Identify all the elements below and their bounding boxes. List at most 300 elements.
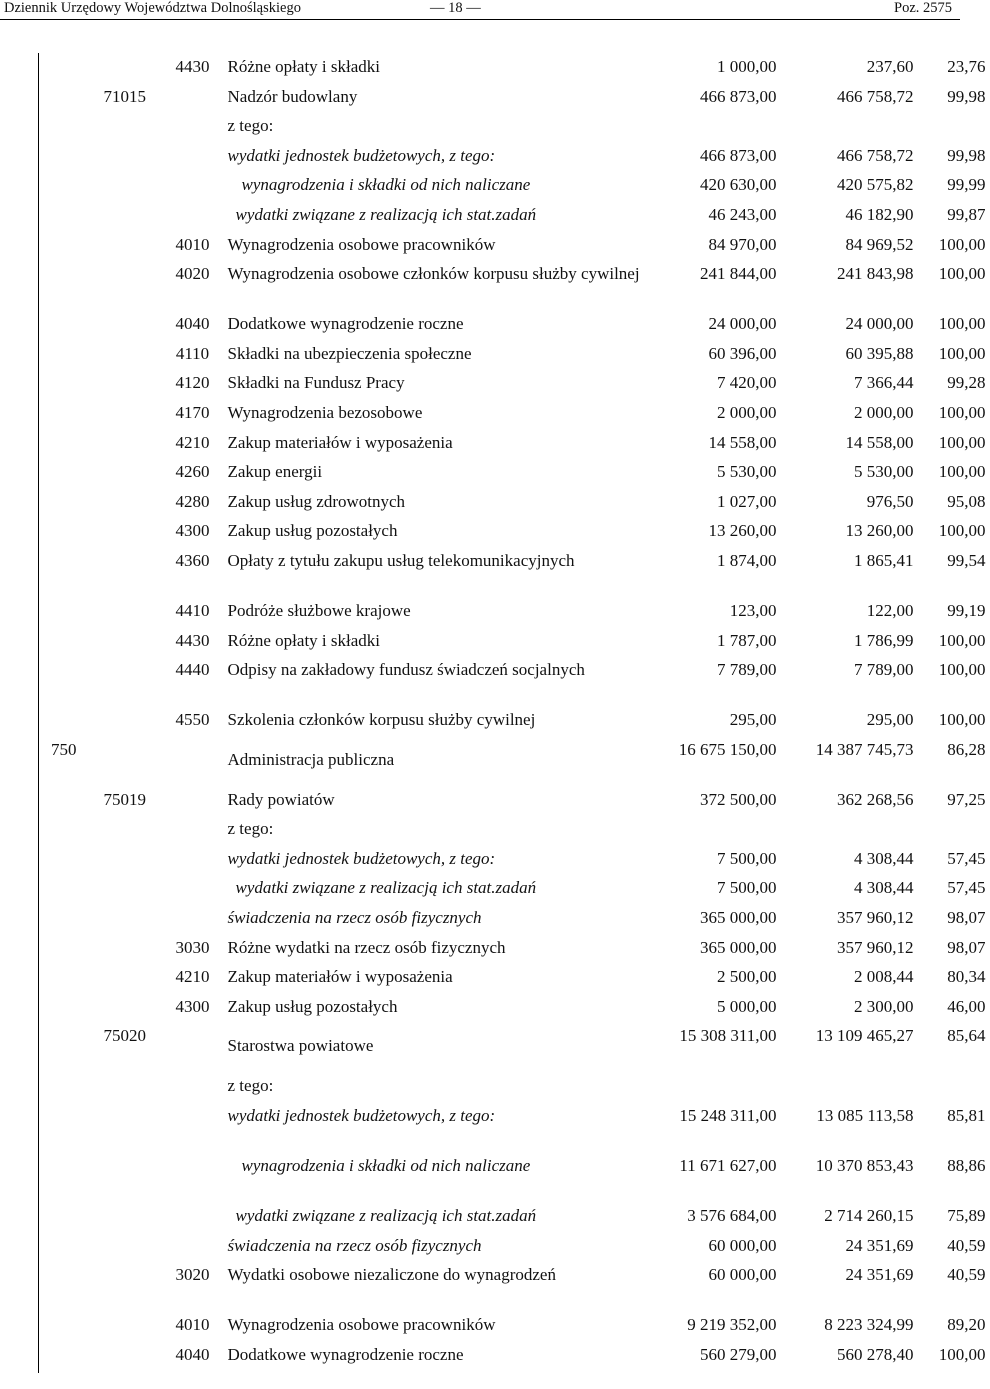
plan-amount-cell: 372 500,00 — [700, 789, 777, 809]
chapter-code-cell — [89, 818, 162, 848]
execution-percent-cell: 75,89 — [947, 1206, 986, 1226]
plan-amount-cell: 7 420,00 — [717, 373, 777, 393]
plan-amount-cell: 7 500,00 — [717, 848, 777, 868]
section-code-cell — [39, 937, 89, 967]
section-code-cell — [39, 234, 89, 264]
paragraph-code-cell — [162, 174, 224, 204]
executed-amount-cell: 4 308,44 — [854, 878, 914, 898]
paragraph-code-cell — [162, 145, 224, 175]
plan-amount-cell: 466 873,00 — [700, 86, 777, 106]
execution-percent-cell: 100,00 — [938, 432, 986, 452]
section-code-cell — [39, 343, 89, 373]
paragraph-code-cell: 4170 — [175, 402, 210, 422]
section-code-cell — [39, 1235, 89, 1265]
paragraph-code-cell — [162, 1205, 224, 1235]
section-code-cell — [39, 204, 89, 234]
table-row — [39, 966, 990, 996]
executed-amount-cell: 122,00 — [866, 600, 914, 620]
description-cell: Wynagrodzenia osobowe pracowników — [227, 234, 496, 254]
chapter-code-cell — [89, 343, 162, 373]
executed-amount-cell: 10 370 853,43 — [815, 1156, 914, 1176]
chapter-code-cell: 75020 — [103, 1026, 146, 1046]
table-row — [39, 174, 990, 204]
plan-amount-cell: 295,00 — [729, 710, 777, 730]
description-cell: z tego: — [227, 1076, 274, 1096]
section-code-cell — [39, 174, 89, 204]
plan-amount-cell: 7 789,00 — [717, 660, 777, 680]
execution-percent-cell: 100,00 — [938, 1344, 986, 1364]
executed-amount-cell — [781, 115, 918, 145]
plan-amount-cell: 2 000,00 — [717, 402, 777, 422]
chapter-code-cell — [89, 600, 162, 630]
executed-amount-cell: 2 008,44 — [854, 967, 914, 987]
section-code-cell — [39, 848, 89, 878]
plan-amount-cell: 420 630,00 — [700, 175, 777, 195]
plan-amount-cell: 16 675 150,00 — [678, 739, 777, 759]
table-row — [39, 1025, 990, 1075]
paragraph-code-cell: 4110 — [175, 343, 210, 363]
table-row — [39, 491, 990, 521]
section-code-cell — [39, 630, 89, 660]
page-number: — 18 — — [430, 0, 481, 16]
paragraph-code-cell: 4120 — [175, 373, 210, 393]
table-row — [39, 115, 990, 145]
section-code-cell — [39, 520, 89, 550]
execution-percent-cell: 46,00 — [947, 996, 986, 1016]
execution-percent-cell: 100,00 — [938, 264, 986, 284]
table-row — [39, 1105, 990, 1155]
chapter-code-cell — [89, 174, 162, 204]
description-cell: Składki na ubezpieczenia społeczne — [227, 343, 472, 363]
executed-amount-cell: 2 000,00 — [854, 402, 914, 422]
section-code-cell — [39, 145, 89, 175]
plan-amount-cell: 5 000,00 — [717, 996, 777, 1016]
description-cell: Zakup materiałów i wyposażenia — [227, 967, 453, 987]
plan-amount-cell: 60 000,00 — [708, 1265, 777, 1285]
execution-percent-cell: 85,64 — [947, 1026, 986, 1046]
paragraph-code-cell — [162, 1105, 224, 1155]
executed-amount-cell: 13 109 465,27 — [815, 1026, 914, 1046]
paragraph-code-cell: 4550 — [175, 710, 210, 730]
description-cell: Wydatki osobowe niezaliczone do wynagrodzeń — [227, 1265, 556, 1285]
plan-amount-cell: 2 500,00 — [717, 967, 777, 987]
execution-percent-cell — [918, 115, 990, 145]
paragraph-code-cell — [162, 818, 224, 848]
table-row — [39, 996, 990, 1026]
paragraph-code-cell: 4020 — [175, 264, 210, 284]
plan-amount-cell: 1 000,00 — [717, 57, 777, 76]
description-cell: wydatki związane z realizacją ich stat.zadań — [235, 204, 537, 224]
executed-amount-cell: 2 300,00 — [854, 996, 914, 1016]
description-cell — [224, 739, 645, 789]
section-code-cell — [39, 877, 89, 907]
chapter-code-cell — [89, 848, 162, 878]
table-row — [39, 1205, 990, 1235]
plan-amount-cell: 15 248 311,00 — [679, 1106, 777, 1126]
section-code-cell — [39, 491, 89, 521]
executed-amount-cell: 237,60 — [866, 57, 914, 76]
plan-amount-cell: 1 027,00 — [717, 491, 777, 511]
table-row — [39, 461, 990, 491]
description-cell: wydatki związane z realizacją ich stat.zadań — [235, 878, 537, 898]
section-code-cell: 750 — [39, 739, 89, 789]
table-row — [39, 372, 990, 402]
executed-amount-cell: 24 000,00 — [845, 314, 914, 334]
executed-amount-cell: 362 268,56 — [837, 789, 914, 809]
execution-percent-cell — [918, 1075, 990, 1105]
chapter-code-cell — [89, 313, 162, 343]
plan-amount-cell: 123,00 — [729, 600, 777, 620]
executed-amount-cell: 24 351,69 — [845, 1235, 914, 1255]
plan-amount-cell: 24 000,00 — [708, 314, 777, 334]
section-code-cell — [39, 966, 89, 996]
table-row — [39, 204, 990, 234]
chapter-code-cell — [89, 996, 162, 1026]
table-row — [39, 630, 990, 660]
chapter-code-cell: 75019 — [103, 789, 146, 809]
description-cell: Zakup materiałów i wyposażenia — [227, 432, 453, 452]
description-cell: Różne opłaty i składki — [227, 57, 381, 76]
description-cell: z tego: — [227, 819, 274, 839]
description-cell: Różne wydatki na rzecz osób fizycznych — [227, 937, 506, 957]
description-cell: Różne opłaty i składki — [227, 630, 381, 650]
plan-amount-cell: 7 500,00 — [717, 878, 777, 898]
executed-amount-cell: 560 278,40 — [837, 1344, 914, 1364]
section-code-cell — [39, 1344, 89, 1374]
execution-percent-cell: 57,45 — [947, 878, 986, 898]
execution-percent-cell: 100,00 — [938, 234, 986, 254]
executed-amount-cell: 357 960,12 — [837, 908, 914, 928]
description-cell: Zakup usług pozostałych — [227, 996, 398, 1016]
executed-amount-cell: 4 308,44 — [854, 848, 914, 868]
paragraph-code-cell — [162, 789, 224, 819]
execution-percent-cell: 88,86 — [947, 1156, 986, 1176]
plan-amount-cell: 11 671 627,00 — [679, 1156, 777, 1176]
section-code-cell — [39, 907, 89, 937]
executed-amount-cell: 241 843,98 — [837, 264, 914, 284]
paragraph-code-cell — [162, 877, 224, 907]
table-row — [39, 848, 990, 878]
paragraph-code-cell — [162, 86, 224, 116]
section-code-cell — [39, 709, 89, 739]
executed-amount-cell: 357 960,12 — [837, 937, 914, 957]
section-code-cell — [39, 1155, 89, 1205]
description-cell: Dodatkowe wynagrodzenie roczne — [227, 1344, 464, 1364]
description-cell: Rady powiatów — [227, 789, 335, 809]
paragraph-code-cell: 4010 — [175, 234, 210, 254]
section-code-cell — [39, 789, 89, 819]
executed-amount-cell: 14 558,00 — [845, 432, 914, 452]
paragraph-code-cell: 4040 — [175, 1344, 210, 1364]
description-cell: Zakup energii — [227, 462, 323, 482]
plan-amount-cell: 13 260,00 — [708, 521, 777, 541]
execution-percent-cell: 99,28 — [947, 373, 986, 393]
chapter-code-cell — [89, 1264, 162, 1314]
chapter-code-cell — [89, 145, 162, 175]
paragraph-code-cell — [162, 204, 224, 234]
table-row — [39, 1155, 990, 1205]
execution-percent-cell: 40,59 — [947, 1265, 986, 1285]
execution-percent-cell: 100,00 — [938, 630, 986, 650]
table-row — [39, 1075, 990, 1105]
table-row — [39, 402, 990, 432]
table-row — [39, 937, 990, 967]
chapter-code-cell — [89, 907, 162, 937]
paragraph-code-cell: 4280 — [175, 491, 210, 511]
executed-amount-cell: 466 758,72 — [837, 145, 914, 165]
chapter-code-cell — [89, 520, 162, 550]
section-code-cell — [39, 1025, 89, 1075]
execution-percent-cell: 100,00 — [938, 402, 986, 422]
section-code-cell — [39, 372, 89, 402]
executed-amount-cell: 5 530,00 — [854, 462, 914, 482]
plan-amount-cell: 365 000,00 — [700, 937, 777, 957]
description-cell: wydatki związane z realizacją ich stat.zadań — [235, 1206, 537, 1226]
execution-percent-cell: 99,87 — [947, 204, 986, 224]
plan-amount-cell: 60 396,00 — [708, 343, 777, 363]
description-cell: Dodatkowe wynagrodzenie roczne — [227, 314, 464, 334]
chapter-code-cell: 71015 — [103, 86, 146, 106]
section-code-cell — [39, 659, 89, 709]
executed-amount-cell: 60 395,88 — [845, 343, 914, 363]
paragraph-code-cell: 3030 — [175, 937, 210, 957]
executed-amount-cell: 7 366,44 — [854, 373, 914, 393]
execution-percent-cell: 100,00 — [938, 710, 986, 730]
table-row — [39, 86, 990, 116]
executed-amount-cell: 46 182,90 — [845, 204, 914, 224]
description-cell: wydatki jednostek budżetowych, z tego: — [227, 848, 496, 868]
execution-percent-cell: 100,00 — [938, 521, 986, 541]
plan-amount-cell: 1 874,00 — [717, 550, 777, 570]
execution-percent-cell: 57,45 — [947, 848, 986, 868]
section-code-cell — [39, 996, 89, 1026]
paragraph-code-cell — [162, 1025, 224, 1075]
plan-amount-cell: 60 000,00 — [708, 1235, 777, 1255]
description: Administracja publiczna — [227, 749, 395, 769]
table-row — [39, 343, 990, 373]
chapter-code-cell — [89, 937, 162, 967]
execution-percent-cell: 23,76 — [947, 57, 986, 76]
description-cell: z tego: — [227, 116, 274, 136]
description-cell: Wynagrodzenia bezosobowe — [227, 402, 423, 422]
description: Starostwa powiatowe — [227, 1036, 374, 1056]
executed-amount-cell: 24 351,69 — [845, 1265, 914, 1285]
section-code-cell — [39, 1264, 89, 1314]
chapter-code-cell — [89, 1205, 162, 1235]
description-cell: Nadzór budowlany — [227, 86, 358, 106]
execution-percent-cell: 85,81 — [947, 1106, 986, 1126]
table-row — [39, 520, 990, 550]
description-cell: wydatki jednostek budżetowych, z tego: — [227, 1106, 496, 1126]
plan-amount-cell: 84 970,00 — [708, 234, 777, 254]
chapter-code-cell — [89, 432, 162, 462]
description-cell: Wynagrodzenia osobowe pracowników — [227, 1315, 496, 1335]
chapter-code-cell — [89, 1314, 162, 1344]
executed-amount-cell: 976,50 — [866, 491, 914, 511]
chapter-code-cell — [89, 461, 162, 491]
paragraph-code-cell: 4260 — [175, 462, 210, 482]
chapter-code-cell — [89, 115, 162, 145]
chapter-code-cell — [89, 1344, 162, 1374]
paragraph-code-cell: 4210 — [175, 432, 210, 452]
plan-amount-cell — [645, 1075, 781, 1105]
chapter-code-cell — [89, 1105, 162, 1155]
journal-title: Dziennik Urzędowy Województwa Dolnośląskiego — [4, 0, 301, 16]
execution-percent-cell: 100,00 — [938, 314, 986, 334]
description-cell: Szkolenia członków korpusu służby cywilnej — [227, 710, 536, 730]
paragraph-code-cell: 4430 — [175, 57, 210, 76]
paragraph-code-cell: 4440 — [175, 660, 210, 680]
table-row — [39, 1344, 990, 1374]
execution-percent-cell: 99,54 — [947, 550, 986, 570]
section-code-cell — [39, 818, 89, 848]
executed-amount-cell: 420 575,82 — [837, 175, 914, 195]
plan-amount-cell: 560 279,00 — [700, 1344, 777, 1364]
execution-percent-cell: 98,07 — [947, 908, 986, 928]
plan-amount-cell: 14 558,00 — [708, 432, 777, 452]
section-code-cell — [39, 115, 89, 145]
execution-percent-cell: 99,98 — [947, 145, 986, 165]
paragraph-code-cell — [162, 115, 224, 145]
description-cell — [224, 1025, 645, 1075]
executed-amount-cell: 13 260,00 — [845, 521, 914, 541]
section-code-cell — [39, 1075, 89, 1105]
table-row — [39, 1264, 990, 1314]
description-cell: Wynagrodzenia osobowe członków korpusu służby cywilnej — [227, 264, 640, 284]
section-code-cell — [39, 1105, 89, 1155]
execution-percent-cell: 97,25 — [947, 789, 986, 809]
execution-percent-cell — [918, 818, 990, 848]
table-row — [39, 234, 990, 264]
executed-amount-cell: 2 714 260,15 — [824, 1206, 914, 1226]
table-row — [39, 550, 990, 600]
paragraph-code-cell: 4300 — [175, 996, 210, 1016]
executed-amount-cell: 1 865,41 — [854, 550, 914, 570]
plan-amount-cell: 241 844,00 — [700, 264, 777, 284]
section-code-cell — [39, 432, 89, 462]
table-row — [39, 739, 990, 789]
description-cell: wynagrodzenia i składki od nich naliczane — [241, 1156, 531, 1176]
table-row — [39, 600, 990, 630]
execution-percent-cell: 99,98 — [947, 86, 986, 106]
header-rule — [0, 19, 960, 20]
section-code-cell — [39, 1314, 89, 1344]
executed-amount-cell: 13 085 113,58 — [816, 1106, 914, 1126]
table-row — [39, 1314, 990, 1344]
paragraph-code-cell — [162, 1075, 224, 1105]
paragraph-code-cell — [162, 848, 224, 878]
table-row — [39, 263, 990, 313]
paragraph-code-cell: 4300 — [175, 521, 210, 541]
plan-amount-cell: 46 243,00 — [708, 204, 777, 224]
executed-amount-cell — [781, 1075, 918, 1105]
section-code-cell — [39, 86, 89, 116]
description-cell: świadczenia na rzecz osób fizycznych — [227, 1235, 482, 1255]
table-row — [39, 432, 990, 462]
section-code-cell — [39, 461, 89, 491]
execution-percent-cell: 40,59 — [947, 1235, 986, 1255]
chapter-code-cell — [89, 659, 162, 709]
section-code-cell — [39, 313, 89, 343]
plan-amount-cell — [645, 115, 781, 145]
budget-table-body — [39, 53, 990, 1373]
paragraph-code-cell: 4040 — [175, 314, 210, 334]
table-row — [39, 1235, 990, 1265]
table-row — [39, 907, 990, 937]
chapter-code-cell — [89, 877, 162, 907]
executed-amount-cell — [781, 818, 918, 848]
chapter-code-cell — [89, 966, 162, 996]
table-row — [39, 709, 990, 739]
budget-table — [38, 53, 990, 1373]
plan-amount-cell: 365 000,00 — [700, 908, 777, 928]
execution-percent-cell: 100,00 — [938, 343, 986, 363]
plan-amount-cell: 5 530,00 — [717, 462, 777, 482]
paragraph-code-cell — [162, 739, 224, 789]
chapter-code-cell — [89, 709, 162, 739]
executed-amount-cell: 84 969,52 — [845, 234, 914, 254]
execution-percent-cell: 86,28 — [947, 739, 986, 759]
table-row — [39, 789, 990, 819]
chapter-code-cell — [89, 234, 162, 264]
plan-amount-cell: 3 576 684,00 — [687, 1206, 777, 1226]
execution-percent-cell: 100,00 — [938, 660, 986, 680]
paragraph-code-cell — [162, 907, 224, 937]
execution-percent-cell: 100,00 — [938, 462, 986, 482]
execution-percent-cell: 98,07 — [947, 937, 986, 957]
chapter-code-cell — [89, 1155, 162, 1205]
paragraph-code-cell — [162, 1235, 224, 1265]
description-cell: Składki na Fundusz Pracy — [227, 373, 405, 393]
description-cell: wynagrodzenia i składki od nich naliczane — [241, 175, 531, 195]
section-code-cell — [39, 263, 89, 313]
execution-percent-cell: 99,19 — [947, 600, 986, 620]
chapter-code-cell — [89, 630, 162, 660]
table-row — [39, 53, 990, 86]
execution-percent-cell: 99,99 — [947, 175, 986, 195]
plan-amount-cell: 9 219 352,00 — [687, 1315, 777, 1335]
paragraph-code-cell: 4410 — [175, 600, 210, 620]
chapter-code-cell — [89, 263, 162, 313]
table-row — [39, 659, 990, 709]
position-number: Poz. 2575 — [894, 0, 952, 16]
executed-amount-cell: 14 387 745,73 — [815, 739, 914, 759]
paragraph-code-cell: 4430 — [175, 630, 210, 650]
paragraph-code-cell: 3020 — [175, 1265, 210, 1285]
plan-amount-cell — [645, 818, 781, 848]
execution-percent-cell: 80,34 — [947, 967, 986, 987]
chapter-code-cell — [89, 1235, 162, 1265]
section-code-cell — [39, 1205, 89, 1235]
chapter-code-cell — [89, 402, 162, 432]
chapter-code-cell — [89, 53, 162, 86]
table-row — [39, 145, 990, 175]
description-cell: Podróże służbowe krajowe — [227, 600, 411, 620]
table-row — [39, 818, 990, 848]
chapter-code-cell — [89, 739, 162, 789]
executed-amount-cell: 7 789,00 — [854, 660, 914, 680]
description-cell: Odpisy na zakładowy fundusz świadczeń socjalnych — [227, 660, 585, 680]
chapter-code-cell — [89, 1075, 162, 1105]
chapter-code-cell — [89, 204, 162, 234]
chapter-code-cell — [89, 491, 162, 521]
chapter-code-cell — [89, 372, 162, 402]
paragraph-code-cell: 4010 — [175, 1315, 210, 1335]
description-cell: świadczenia na rzecz osób fizycznych — [227, 908, 482, 928]
table-row — [39, 313, 990, 343]
section-code-cell — [39, 53, 89, 86]
executed-amount-cell: 1 786,99 — [854, 630, 914, 650]
